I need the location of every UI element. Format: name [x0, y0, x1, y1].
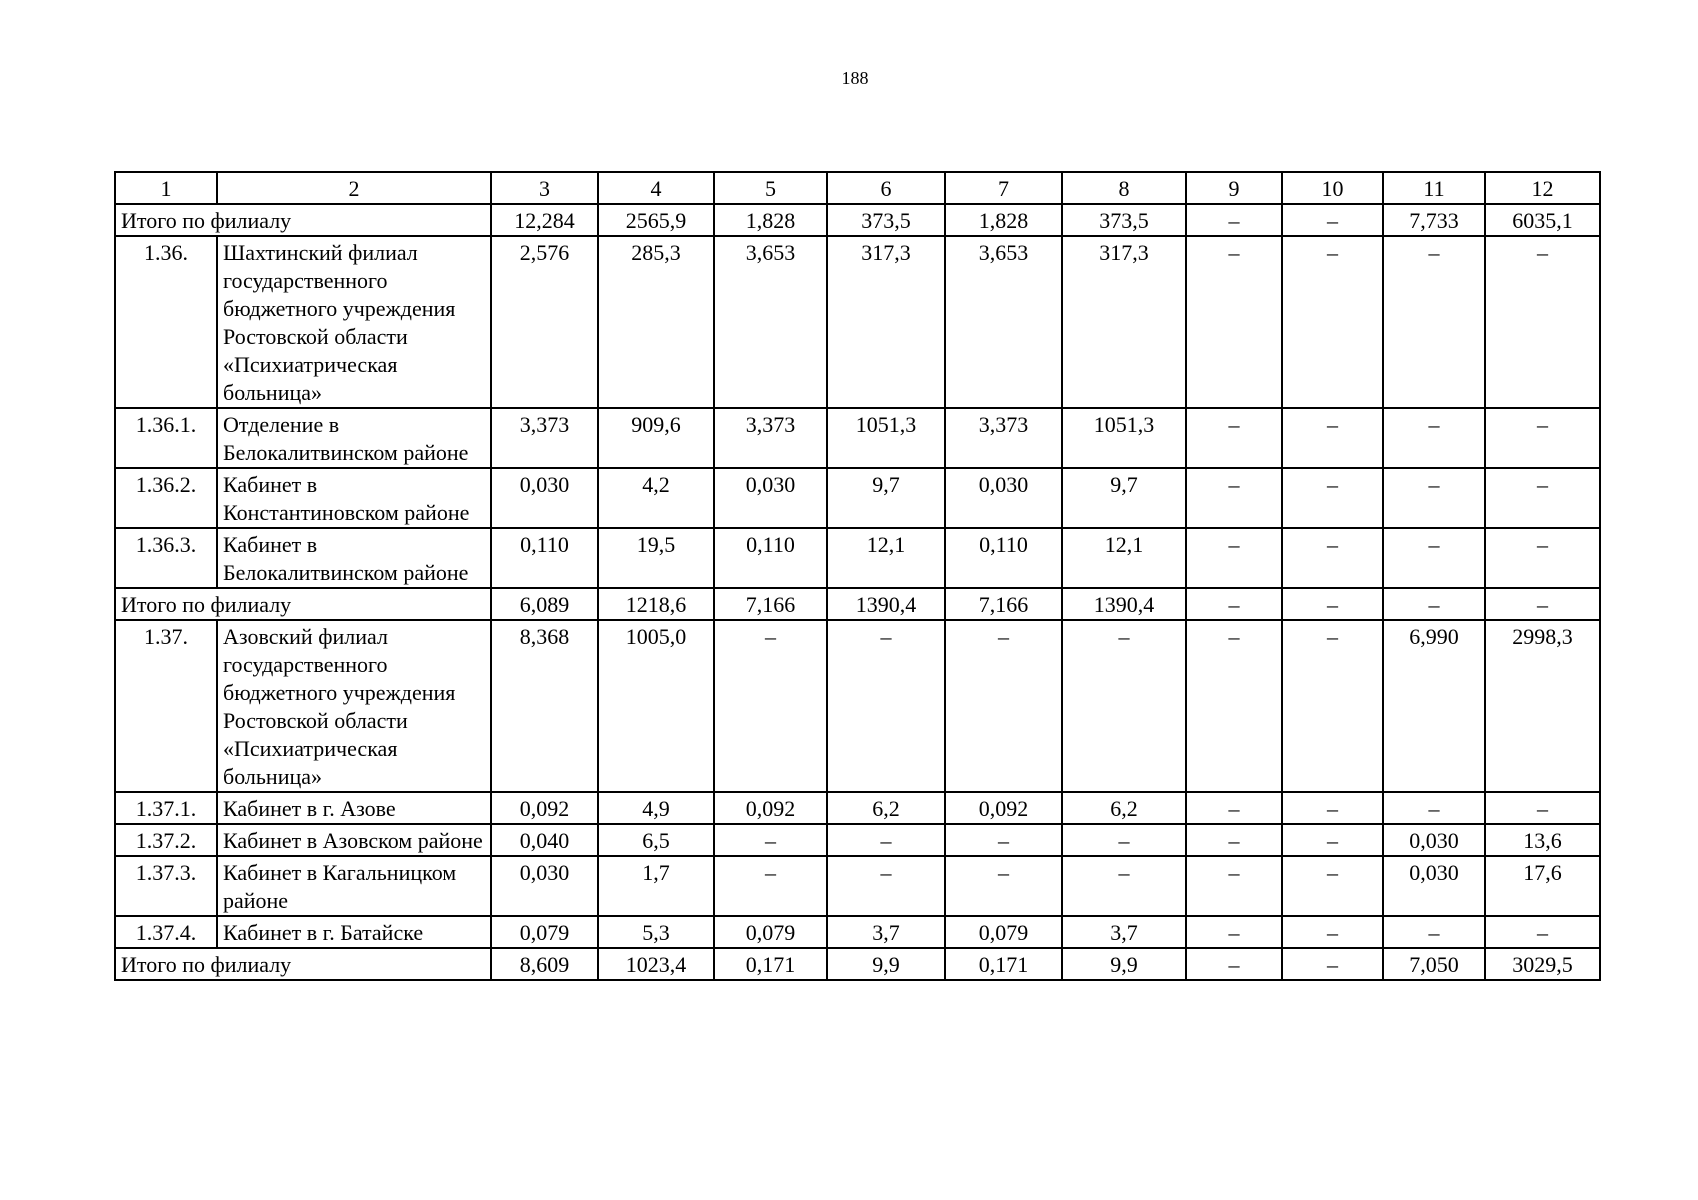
row-name: Кабинет в г. Азове — [217, 792, 491, 824]
value-cell: 0,030 — [1383, 856, 1485, 916]
table-row — [115, 916, 1600, 948]
value-cell: 9,9 — [1062, 948, 1186, 980]
value-cell: 12,284 — [491, 204, 598, 236]
value-cell: 0,030 — [491, 468, 598, 528]
row-name: Кабинет в Константиновском районе — [217, 468, 491, 528]
value-cell: 1051,3 — [1062, 408, 1186, 468]
value-cell: 0,171 — [945, 948, 1062, 980]
value-cell: 19,5 — [598, 528, 714, 588]
value-cell: – — [1186, 468, 1282, 528]
row-number: 1.37.4. — [115, 916, 217, 948]
value-cell: – — [945, 620, 1062, 792]
value-cell: 6,2 — [1062, 792, 1186, 824]
value-cell: 13,6 — [1485, 824, 1600, 856]
total-row — [115, 204, 1600, 236]
header-cell: 1 — [115, 172, 217, 204]
value-cell: 1390,4 — [1062, 588, 1186, 620]
value-cell: – — [1485, 528, 1600, 588]
value-cell: 0,110 — [714, 528, 827, 588]
row-number: 1.36.2. — [115, 468, 217, 528]
value-cell: 1051,3 — [827, 408, 945, 468]
row-name: Кабинет в Белокалитвинском районе — [217, 528, 491, 588]
data-table — [114, 171, 1601, 981]
value-cell: – — [1485, 588, 1600, 620]
value-cell: 4,9 — [598, 792, 714, 824]
value-cell: 0,079 — [714, 916, 827, 948]
table-row — [115, 528, 1600, 588]
value-cell: 3,373 — [491, 408, 598, 468]
value-cell: 2998,3 — [1485, 620, 1600, 792]
value-cell: – — [1485, 408, 1600, 468]
value-cell: 0,030 — [491, 856, 598, 916]
value-cell: – — [1383, 916, 1485, 948]
value-cell: 0,030 — [945, 468, 1062, 528]
value-cell: – — [1186, 948, 1282, 980]
value-cell: – — [1282, 204, 1383, 236]
value-cell: 1,7 — [598, 856, 714, 916]
value-cell: 909,6 — [598, 408, 714, 468]
value-cell: 0,079 — [491, 916, 598, 948]
header-cell: 6 — [827, 172, 945, 204]
value-cell: 17,6 — [1485, 856, 1600, 916]
value-cell: 3,653 — [714, 236, 827, 408]
total-label: Итого по филиалу — [115, 588, 491, 620]
value-cell: – — [1186, 824, 1282, 856]
row-number: 1.37.1. — [115, 792, 217, 824]
row-name: Отделение в Белокалитвинском районе — [217, 408, 491, 468]
value-cell: – — [1282, 408, 1383, 468]
value-cell: – — [1186, 856, 1282, 916]
table-row — [115, 408, 1600, 468]
value-cell: 1005,0 — [598, 620, 714, 792]
header-cell: 5 — [714, 172, 827, 204]
value-cell: 3029,5 — [1485, 948, 1600, 980]
value-cell: – — [1485, 236, 1600, 408]
header-cell: 7 — [945, 172, 1062, 204]
value-cell: – — [1282, 824, 1383, 856]
value-cell: 1,828 — [945, 204, 1062, 236]
value-cell: 7,166 — [945, 588, 1062, 620]
value-cell: – — [1282, 468, 1383, 528]
table-row — [115, 620, 1600, 792]
table-row — [115, 792, 1600, 824]
value-cell: – — [827, 824, 945, 856]
row-number: 1.36.3. — [115, 528, 217, 588]
value-cell: 0,030 — [714, 468, 827, 528]
value-cell: – — [945, 824, 1062, 856]
value-cell: – — [1485, 792, 1600, 824]
value-cell: – — [827, 620, 945, 792]
value-cell: – — [1282, 236, 1383, 408]
value-cell: – — [1282, 856, 1383, 916]
value-cell: – — [1485, 468, 1600, 528]
value-cell: 1390,4 — [827, 588, 945, 620]
row-number: 1.36.1. — [115, 408, 217, 468]
value-cell: – — [1186, 620, 1282, 792]
value-cell: – — [1383, 408, 1485, 468]
value-cell: 3,373 — [945, 408, 1062, 468]
row-name: Шахтинский филиал государственного бюджетного учреждения Ростовской области «Психиатрическая больница» — [217, 236, 491, 408]
value-cell: – — [1186, 916, 1282, 948]
table-row — [115, 824, 1600, 856]
value-cell: 2,576 — [491, 236, 598, 408]
row-number: 1.36. — [115, 236, 217, 408]
value-cell: – — [1383, 792, 1485, 824]
value-cell: 317,3 — [1062, 236, 1186, 408]
value-cell: – — [1485, 916, 1600, 948]
value-cell: 12,1 — [1062, 528, 1186, 588]
value-cell: 6,089 — [491, 588, 598, 620]
total-label: Итого по филиалу — [115, 948, 491, 980]
value-cell: 6,5 — [598, 824, 714, 856]
value-cell: 1218,6 — [598, 588, 714, 620]
value-cell: 373,5 — [827, 204, 945, 236]
value-cell: 7,166 — [714, 588, 827, 620]
header-cell: 12 — [1485, 172, 1600, 204]
value-cell: – — [1282, 588, 1383, 620]
value-cell: – — [1282, 792, 1383, 824]
value-cell: – — [827, 856, 945, 916]
value-cell: – — [1186, 408, 1282, 468]
value-cell: 3,653 — [945, 236, 1062, 408]
row-name: Кабинет в Азовском районе — [217, 824, 491, 856]
value-cell: 317,3 — [827, 236, 945, 408]
header-cell: 10 — [1282, 172, 1383, 204]
value-cell: 6,2 — [827, 792, 945, 824]
value-cell: 0,171 — [714, 948, 827, 980]
value-cell: 3,7 — [1062, 916, 1186, 948]
value-cell: 0,092 — [714, 792, 827, 824]
value-cell: – — [714, 824, 827, 856]
value-cell: – — [1383, 588, 1485, 620]
table-row — [115, 468, 1600, 528]
value-cell: 9,7 — [827, 468, 945, 528]
value-cell: – — [1062, 620, 1186, 792]
header-cell: 8 — [1062, 172, 1186, 204]
value-cell: – — [1186, 528, 1282, 588]
value-cell: 7,050 — [1383, 948, 1485, 980]
value-cell: – — [1282, 620, 1383, 792]
value-cell: 6035,1 — [1485, 204, 1600, 236]
value-cell: – — [1282, 948, 1383, 980]
value-cell: – — [1186, 204, 1282, 236]
value-cell: – — [945, 856, 1062, 916]
value-cell: – — [1383, 528, 1485, 588]
row-number: 1.37. — [115, 620, 217, 792]
header-cell: 3 — [491, 172, 598, 204]
value-cell: 12,1 — [827, 528, 945, 588]
value-cell: 8,368 — [491, 620, 598, 792]
header-cell: 4 — [598, 172, 714, 204]
value-cell: 5,3 — [598, 916, 714, 948]
value-cell: 1,828 — [714, 204, 827, 236]
value-cell: 0,079 — [945, 916, 1062, 948]
value-cell: 0,092 — [491, 792, 598, 824]
value-cell: 9,7 — [1062, 468, 1186, 528]
value-cell: 0,110 — [945, 528, 1062, 588]
value-cell: 6,990 — [1383, 620, 1485, 792]
value-cell: 373,5 — [1062, 204, 1186, 236]
row-name: Азовский филиал государственного бюджетного учреждения Ростовской области «Психиатрическая больница» — [217, 620, 491, 792]
total-row — [115, 948, 1600, 980]
table-row — [115, 236, 1600, 408]
total-row — [115, 588, 1600, 620]
value-cell: – — [1383, 236, 1485, 408]
value-cell: – — [1186, 588, 1282, 620]
value-cell: 0,092 — [945, 792, 1062, 824]
header-cell: 11 — [1383, 172, 1485, 204]
value-cell: 9,9 — [827, 948, 945, 980]
value-cell: 3,7 — [827, 916, 945, 948]
row-name: Кабинет в г. Батайске — [217, 916, 491, 948]
value-cell: 8,609 — [491, 948, 598, 980]
value-cell: – — [1186, 236, 1282, 408]
value-cell: 7,733 — [1383, 204, 1485, 236]
value-cell: – — [1282, 528, 1383, 588]
page-number: 188 — [841, 68, 869, 88]
row-number: 1.37.2. — [115, 824, 217, 856]
header-cell: 9 — [1186, 172, 1282, 204]
value-cell: – — [1186, 792, 1282, 824]
value-cell: 1023,4 — [598, 948, 714, 980]
value-cell: 2565,9 — [598, 204, 714, 236]
header-row — [115, 172, 1600, 204]
value-cell: 3,373 — [714, 408, 827, 468]
value-cell: 285,3 — [598, 236, 714, 408]
value-cell: – — [714, 620, 827, 792]
value-cell: – — [1062, 824, 1186, 856]
value-cell: – — [1062, 856, 1186, 916]
value-cell: 0,040 — [491, 824, 598, 856]
table-row — [115, 856, 1600, 916]
value-cell: 0,110 — [491, 528, 598, 588]
value-cell: 4,2 — [598, 468, 714, 528]
value-cell: – — [1282, 916, 1383, 948]
table-body — [115, 172, 1600, 980]
row-name: Кабинет в Кагальницком районе — [217, 856, 491, 916]
row-number: 1.37.3. — [115, 856, 217, 916]
value-cell: 0,030 — [1383, 824, 1485, 856]
value-cell: – — [1383, 468, 1485, 528]
value-cell: – — [714, 856, 827, 916]
total-label: Итого по филиалу — [115, 204, 491, 236]
header-cell: 2 — [217, 172, 491, 204]
